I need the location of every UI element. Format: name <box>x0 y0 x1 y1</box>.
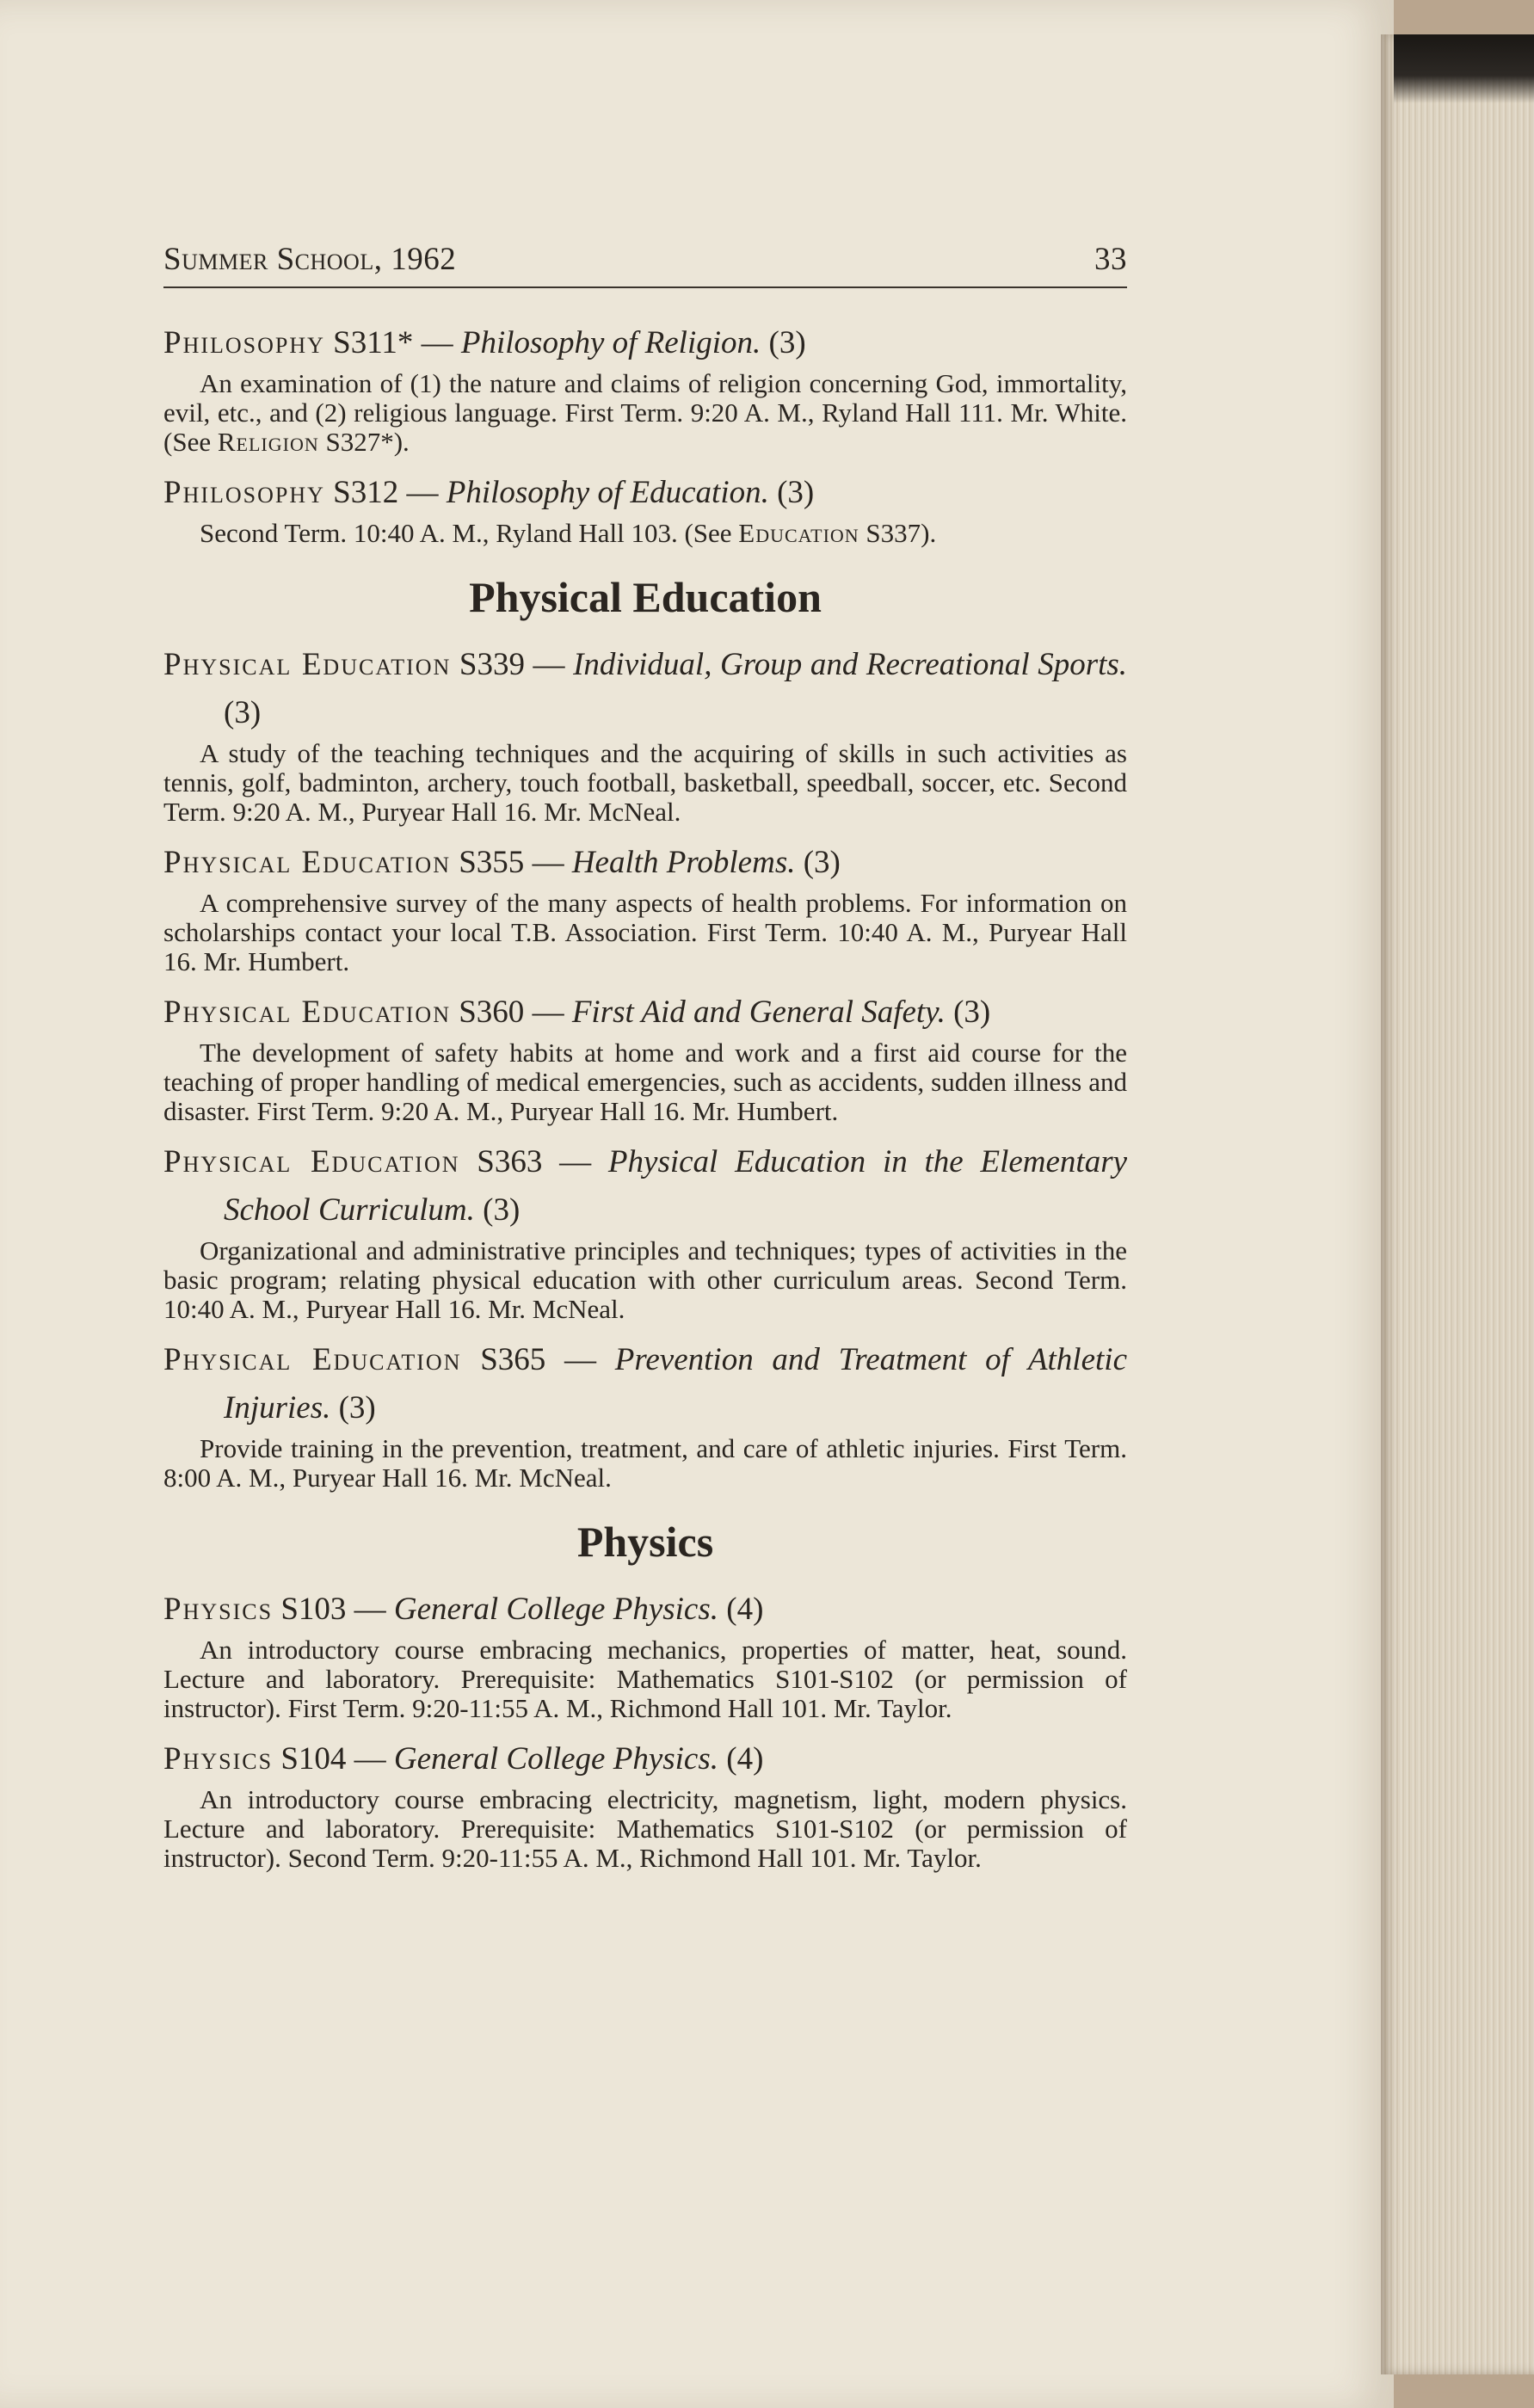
course-number: S103 <box>280 1592 347 1627</box>
cross-ref-tail: S337). <box>859 518 937 548</box>
course-credits: (3) <box>483 1192 521 1228</box>
course-heading <box>163 469 1127 517</box>
dash: — <box>542 1144 608 1179</box>
course-title: Individual, Group and Recreational Sports. <box>573 647 1128 682</box>
course-credits: (3) <box>953 995 991 1030</box>
course-title: Health Problems. <box>571 845 796 880</box>
running-header-title: Summer School, 1962 <box>163 242 457 277</box>
course-credits: (3) <box>224 695 262 730</box>
course-credits: (3) <box>777 475 815 510</box>
course-description <box>163 369 1127 457</box>
dash: — <box>346 1592 394 1627</box>
course-credits: (3) <box>338 1390 376 1426</box>
course-description: Organizational and administrative principles and techniques; types of activities in the basic program; relating physical education with other curriculum areas. Second Term. 10:40 A. M., Puryear Hall 16. Mr. McNeal. <box>163 1235 1127 1324</box>
course-title: First Aid and General Safety. <box>571 995 946 1030</box>
course-number: S365 <box>480 1342 546 1377</box>
course-entry <box>163 1586 1127 1723</box>
course-description: An introductory course embracing electricity, magnetism, light, modern physics. Lecture and laboratory. Prerequisite: Mathematics S101-S102 (or permission of instructor). Second Term. 9:20-11:55 A. M., Richmond Hall 101. Mr. Taylor. <box>163 1784 1127 1873</box>
course-title: Philosophy of Religion. <box>460 325 761 360</box>
course-number: S312 <box>333 475 399 510</box>
course-dept: Physical Education <box>163 1144 460 1179</box>
dash: — <box>346 1741 394 1777</box>
course-number: S363 <box>477 1144 543 1179</box>
course-entry <box>163 319 1127 457</box>
course-dept: Physical Education <box>163 647 452 682</box>
course-title: Philosophy of Education. <box>446 475 769 510</box>
description-text: An examination of (1) the nature and claims of religion concerning God, immortality, evil, etc., and (2) religious language. First Term. 9:20 A. M., Ryland Hall 111. Mr. White. (See <box>163 368 1127 457</box>
page-number: 33 <box>1094 242 1127 277</box>
course-dept: Physical Education <box>163 845 451 880</box>
dash: — <box>413 325 461 360</box>
course-number: S104 <box>280 1741 347 1777</box>
course-dept: Physics <box>163 1741 274 1777</box>
course-entry <box>163 1336 1127 1493</box>
course-entry <box>163 988 1127 1126</box>
course-heading <box>163 1735 1127 1783</box>
course-entry <box>163 469 1127 548</box>
course-heading <box>163 319 1127 367</box>
running-header <box>163 241 1127 288</box>
dash: — <box>524 845 572 880</box>
page-edges-shadow <box>1394 34 1534 103</box>
course-entry <box>163 641 1127 827</box>
course-credits: (4) <box>726 1741 764 1777</box>
course-dept: Philosophy <box>163 475 325 510</box>
dash: — <box>545 1342 615 1377</box>
course-title: Physical Education in the Elementary School Curriculum. <box>224 1144 1128 1228</box>
page-edges <box>1381 34 1534 2374</box>
course-number: S355 <box>459 845 525 880</box>
cross-ref-dept: Religion <box>217 427 319 457</box>
section-heading-physics: Physics <box>576 1518 714 1566</box>
course-title: General College Physics. <box>393 1592 718 1627</box>
course-description: A comprehensive survey of the many aspects of health problems. For information on scholarships contact your local T.B. Association. First Term. 10:40 A. M., Puryear Hall 16. Mr. Humbert. <box>163 888 1127 976</box>
course-heading <box>163 1336 1127 1432</box>
course-description: A study of the teaching techniques and the acquiring of skills in such activities as tennis, golf, badminton, archery, touch football, basketball, speedball, soccer, etc. Second Term. 9:20 A. M., Puryear Hall 16. Mr. McNeal. <box>163 738 1127 827</box>
course-dept: Physical Education <box>163 995 451 1030</box>
course-heading <box>163 641 1127 737</box>
course-credits: (3) <box>768 325 806 360</box>
course-dept: Physics <box>163 1592 274 1627</box>
course-number: S360 <box>459 995 525 1030</box>
course-credits: (3) <box>803 845 841 880</box>
course-description: The development of safety habits at home and work and a first aid course for the teaching of proper handling of medical emergencies, such as accidents, sudden illness and disaster. First Term. 9:20 A. M., Puryear Hall 16. Mr. Humbert. <box>163 1038 1127 1126</box>
course-heading <box>163 1586 1127 1634</box>
cross-ref-dept: Education <box>738 518 859 548</box>
course-number: S339 <box>459 647 525 682</box>
course-heading <box>163 1138 1127 1235</box>
course-dept: Philosophy <box>163 325 325 360</box>
cross-ref-tail: S327*). <box>318 427 410 457</box>
dash: — <box>398 475 447 510</box>
course-description <box>163 519 1127 548</box>
course-entry <box>163 1138 1127 1324</box>
course-number: S311* <box>333 325 414 360</box>
page-content <box>163 241 1127 1885</box>
description-text: Second Term. 10:40 A. M., Ryland Hall 103. (See <box>200 518 739 548</box>
dash: — <box>524 647 574 682</box>
dash: — <box>524 995 572 1030</box>
section-heading-physical-education: Physical Education <box>469 573 822 621</box>
course-credits: (4) <box>726 1592 764 1627</box>
course-heading <box>163 839 1127 887</box>
course-entry <box>163 1735 1127 1873</box>
course-description: Provide training in the prevention, treatment, and care of athletic injuries. First Term. 8:00 A. M., Puryear Hall 16. Mr. McNeal. <box>163 1433 1127 1493</box>
course-entry <box>163 839 1127 976</box>
course-dept: Physical Education <box>163 1342 462 1377</box>
course-heading <box>163 988 1127 1037</box>
course-title: Prevention and Treatment of Athletic Injuries. <box>224 1342 1127 1426</box>
course-description: An introductory course embracing mechanics, properties of matter, heat, sound. Lecture and laboratory. Prerequisite: Mathematics S101-S102 (or permission of instructor). First Term. 9:20-11:55 A. M., Richmond Hall 101. Mr. Taylor. <box>163 1635 1127 1723</box>
course-title: General College Physics. <box>393 1741 718 1777</box>
